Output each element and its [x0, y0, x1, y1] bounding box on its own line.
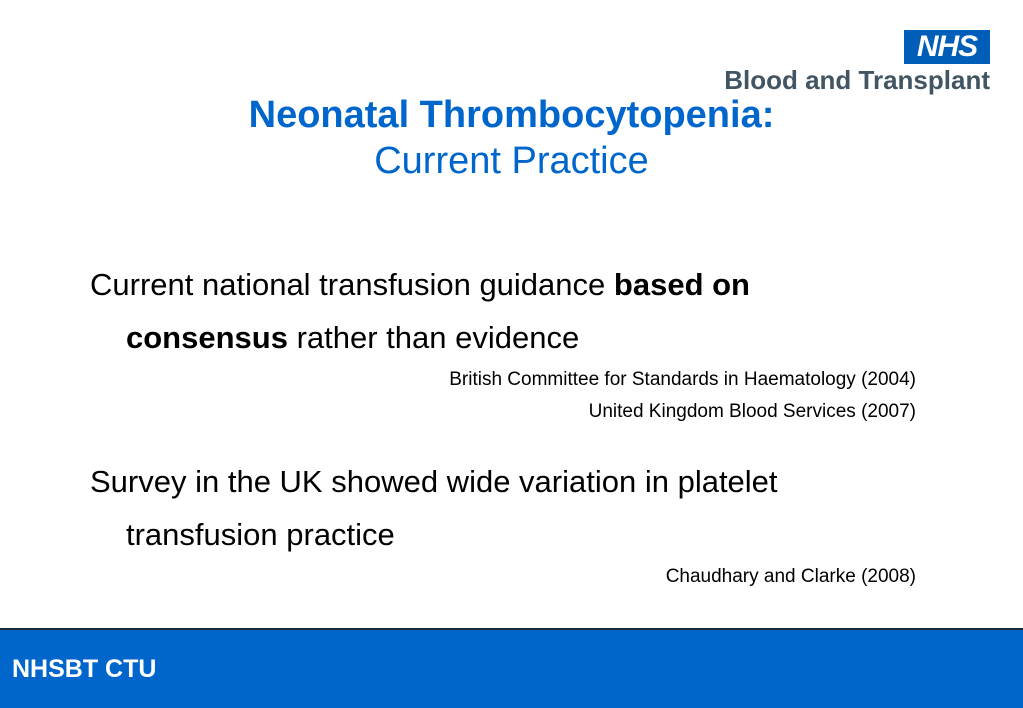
bullet-text-emphasis: based on	[613, 267, 750, 302]
bullet-text: Current national transfusion guidance	[90, 267, 606, 302]
footer-label: NHSBT CTU	[12, 655, 157, 683]
bullet-text-emphasis: consensus	[126, 320, 288, 355]
bullet-line: Survey in the UK showed wide variation in platelet	[90, 464, 778, 499]
bullet-item	[90, 455, 916, 561]
slide-title: Neonatal Thrombocytopenia:	[248, 94, 775, 136]
bullet-line	[90, 258, 916, 311]
nhs-logo-badge: NHS	[904, 30, 990, 64]
bullet-line	[90, 311, 916, 364]
slide-subtitle: Current Practice	[374, 140, 649, 182]
citation: United Kingdom Blood Services (2007)	[588, 401, 916, 422]
slide-content	[90, 258, 916, 593]
logo-organization-name: Blood and Transplant	[724, 65, 990, 95]
bullet-item	[90, 258, 916, 364]
citation: Chaudhary and Clarke (2008)	[665, 566, 916, 587]
bullet-line: transfusion practice	[126, 517, 395, 552]
nhs-blood-and-transplant-logo	[700, 30, 990, 94]
slide-title-block	[0, 93, 1023, 185]
citation: British Committee for Standards in Haematology (2004)	[449, 369, 916, 390]
bullet-text: rather than evidence	[296, 320, 580, 355]
footer-bar	[0, 628, 1023, 708]
